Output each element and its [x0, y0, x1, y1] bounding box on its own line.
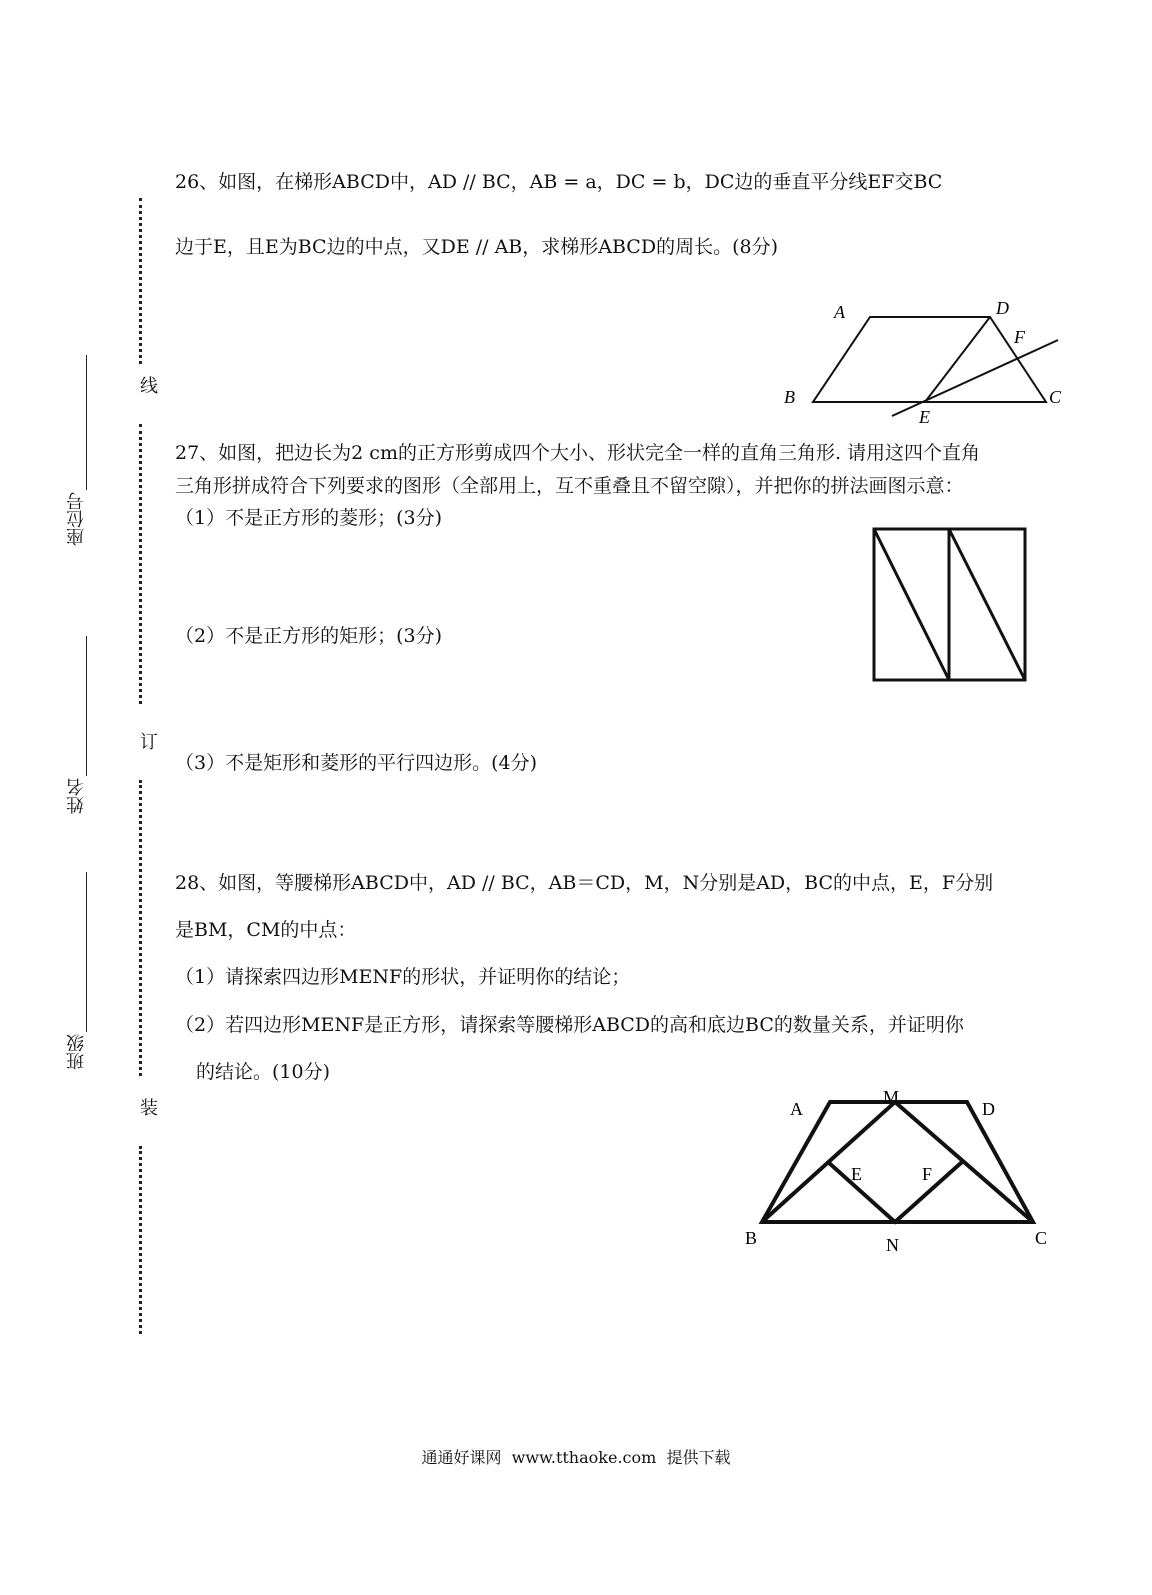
name-underline — [86, 636, 87, 776]
q27-part-3: （3）不是矩形和菱形的平行四边形。(4分) — [175, 752, 538, 774]
q27-line-2: 三角形拼成符合下列要求的图形（全部用上，互不重叠且不留空隙），并把你的拼法画图示意： — [175, 475, 964, 497]
label-a: A — [834, 302, 845, 322]
q27-part-1: （1）不是正方形的菱形；(3分) — [175, 507, 443, 529]
trapezoid-abcd — [762, 1102, 1033, 1222]
label-n: N — [886, 1235, 899, 1255]
q26-line-1: 26、如图，在梯形ABCD中，AD // BC，AB = a，DC = b，DC边的垂直平分线EF交BC — [175, 171, 943, 193]
label-b: B — [745, 1228, 758, 1248]
binding-dots-3 — [139, 780, 142, 1076]
label-f: F — [1014, 327, 1025, 347]
trapezoid-abcd — [813, 317, 1046, 402]
bisector-ef — [892, 340, 1058, 416]
label-a: A — [790, 1099, 803, 1119]
q26-line-2: 边于E，且E为BC边的中点，又DE // AB，求梯形ABCD的周长。(8分) — [175, 236, 778, 258]
class-underline — [86, 872, 87, 1032]
label-e: E — [851, 1164, 862, 1184]
binding-dots-1 — [139, 198, 142, 364]
q28-part-2: （2）若四边形MENF是正方形，请探索等腰梯形ABCD的高和底边BC的数量关系，并证明你 — [175, 1014, 964, 1036]
seat-label: 座位号 — [66, 492, 87, 546]
label-d: D — [982, 1099, 995, 1119]
seat-underline — [86, 355, 87, 490]
label-c: C — [1049, 387, 1062, 407]
right-diagonal — [949, 529, 1025, 680]
label-f: F — [922, 1164, 933, 1184]
q27-line-1: 27、如图，把边长为2 cm的正方形剪成四个大小、形状完全一样的直角三角形. 请用这四个直角 — [175, 442, 981, 464]
label-m: M — [883, 1087, 900, 1107]
q28-isosceles-trapezoid-figure — [735, 1080, 1065, 1265]
binding-char-bind: 装 — [137, 1098, 158, 1116]
binding-dots-2 — [139, 424, 142, 704]
q28-line-1: 28、如图，等腰梯形ABCD中，AD // BC，AB＝CD，M，N分别是AD，BC的中点，E，F分别 — [175, 872, 994, 894]
binding-char-order: 订 — [137, 732, 158, 750]
segment-de — [925, 317, 990, 402]
segment-enf — [828, 1162, 962, 1222]
label-d: D — [996, 298, 1009, 318]
q28-line-2: 是BM，CM的中点： — [175, 919, 357, 941]
label-b: B — [784, 387, 795, 407]
binding-dots-4 — [139, 1146, 142, 1334]
label-c: C — [1035, 1228, 1048, 1248]
q26-trapezoid-figure — [770, 290, 1080, 430]
q28-part-2b: 的结论。(10分) — [196, 1061, 331, 1083]
name-label: 姓名 — [66, 778, 87, 814]
class-label: 班级 — [66, 1034, 87, 1070]
footer: 通通好课网 www.tthaoke.com 提供下载 — [421, 1448, 731, 1467]
q27-square-figure — [866, 522, 1034, 688]
q28-part-1: （1）请探索四边形MENF的形状，并证明你的结论； — [175, 966, 631, 988]
binding-char-line: 线 — [137, 376, 158, 394]
label-e: E — [919, 407, 930, 427]
left-diagonal — [874, 529, 949, 680]
q27-part-2: （2）不是正方形的矩形；(3分) — [175, 625, 443, 647]
